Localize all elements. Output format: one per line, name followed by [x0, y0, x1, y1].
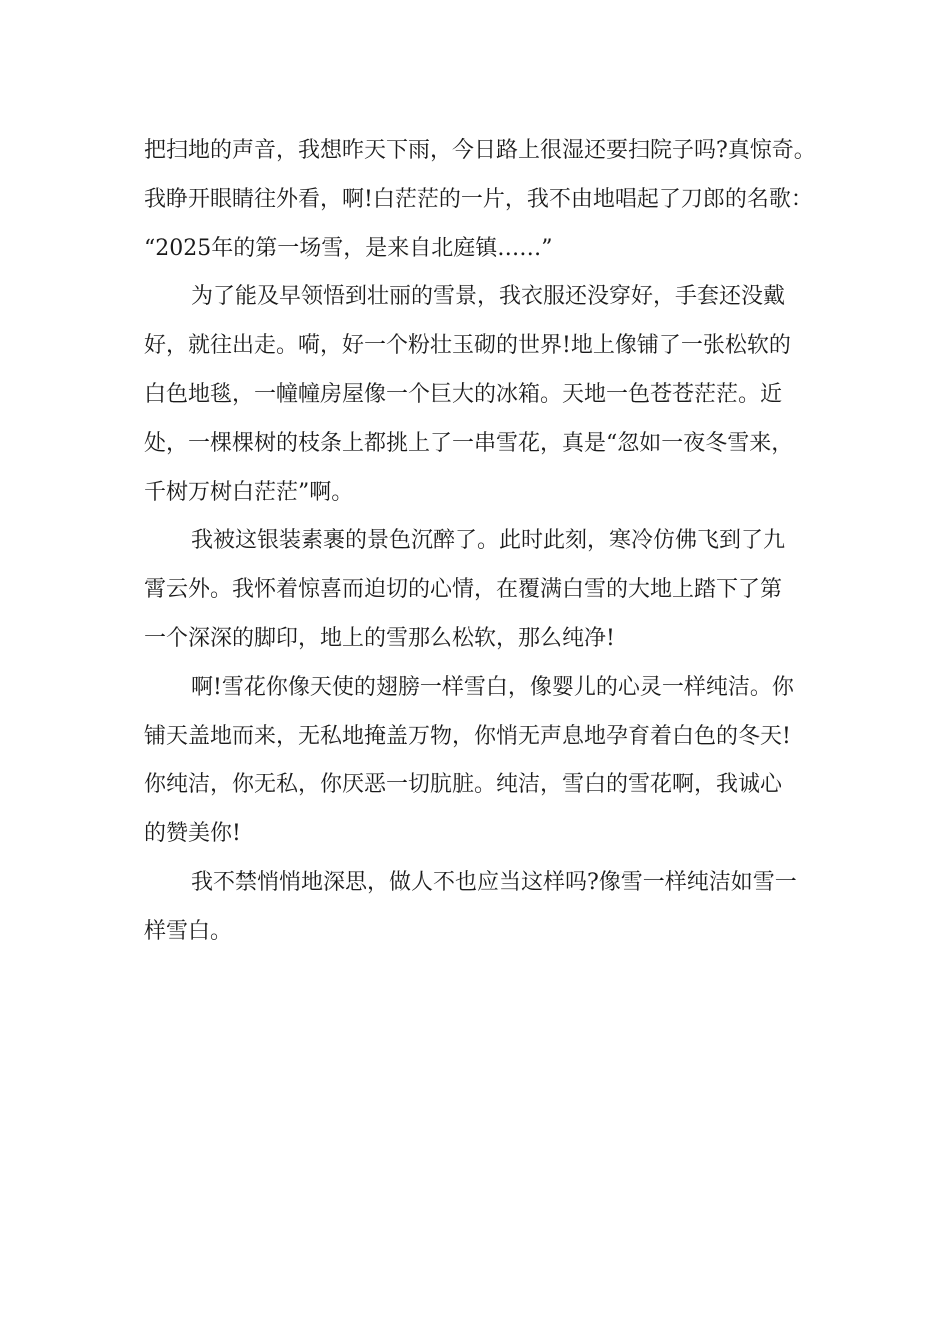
text-line: “2025年的第一场雪，是来自北庭镇……” — [144, 235, 553, 261]
text-line: 我睁开眼睛往外看，啊!白茫茫的一片，我不由地唱起了刀郎的名歌： — [144, 186, 813, 212]
text-line: 处，一棵棵树的枝条上都挑上了一串雪花，真是“忽如一夜冬雪来， — [144, 430, 794, 456]
text-line: 的赞美你! — [144, 821, 241, 847]
paragraph-5 — [144, 859, 810, 957]
text-line: 千树万树白茫茫”啊。 — [144, 479, 354, 505]
text-line: 样雪白。 — [144, 918, 233, 944]
text-line: 铺天盖地而来，无私地掩盖万物，你悄无声息地孕育着白色的冬天! — [144, 723, 791, 749]
text-line: 为了能及早领悟到壮丽的雪景，我衣服还没穿好，手套还没戴 — [191, 284, 786, 310]
document-body — [144, 127, 816, 957]
paragraph-3 — [144, 517, 810, 663]
text-line: 我被这银装素裹的景色沉醉了。此时此刻，寒冷仿佛飞到了九 — [191, 528, 786, 554]
text-line: 一个深深的脚印，地上的雪那么松软，那么纯净! — [144, 625, 615, 651]
text-line: 霄云外。我怀着惊喜而迫切的心情，在覆满白雪的大地上踏下了第 — [144, 577, 783, 603]
paragraph-2 — [144, 273, 810, 517]
paragraph-4 — [144, 664, 810, 859]
text-line: 把扫地的声音，我想昨天下雨，今日路上很湿还要扫院子吗?真惊奇。 — [144, 138, 816, 163]
text-line: 你纯洁，你无私，你厌恶一切肮脏。纯洁，雪白的雪花啊，我诚心 — [144, 772, 783, 798]
text-line: 好，就往出走。嗬，好一个粉壮玉砌的世界!地上像铺了一张松软的 — [144, 333, 791, 359]
text-line: 白色地毯，一幢幢房屋像一个巨大的冰箱。天地一色苍苍茫茫。近 — [144, 381, 783, 407]
paragraph-1 — [144, 127, 816, 273]
text-line: 啊!雪花你像天使的翅膀一样雪白，像婴儿的心灵一样纯洁。你 — [191, 674, 794, 700]
text-line: 我不禁悄悄地深思，做人不也应当这样吗?像雪一样纯洁如雪一 — [191, 869, 797, 895]
